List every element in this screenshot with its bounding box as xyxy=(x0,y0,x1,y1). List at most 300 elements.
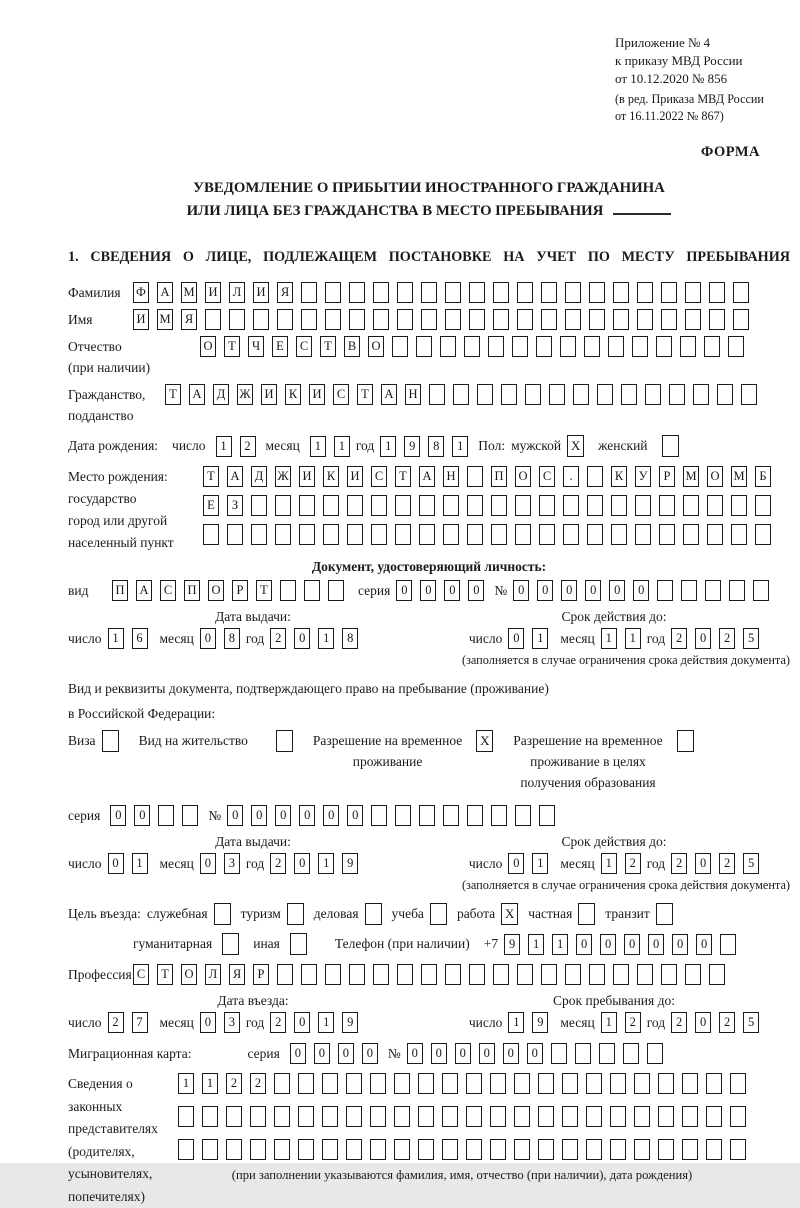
char-cell[interactable]: 0 xyxy=(323,805,339,826)
entry-day-cells[interactable] xyxy=(108,1012,148,1033)
char-cell[interactable] xyxy=(349,964,365,985)
char-cell[interactable] xyxy=(299,524,315,545)
char-cell[interactable]: 0 xyxy=(110,805,126,826)
char-cell[interactable] xyxy=(477,384,493,405)
char-cell[interactable] xyxy=(467,805,483,826)
char-cell[interactable] xyxy=(250,1106,266,1127)
char-cell[interactable]: Р xyxy=(232,580,248,601)
char-cell[interactable]: 2 xyxy=(270,628,286,649)
char-cell[interactable]: 0 xyxy=(396,580,412,601)
birth-place-cells-row2[interactable] xyxy=(203,495,771,516)
char-cell[interactable]: И xyxy=(299,466,315,487)
char-cell[interactable]: 0 xyxy=(600,934,616,955)
char-cell[interactable]: А xyxy=(136,580,152,601)
char-cell[interactable]: Ч xyxy=(248,336,264,357)
char-cell[interactable]: Д xyxy=(213,384,229,405)
char-cell[interactable]: 0 xyxy=(347,805,363,826)
char-cell[interactable]: Я xyxy=(277,282,293,303)
char-cell[interactable] xyxy=(562,1139,578,1160)
char-cell[interactable]: 0 xyxy=(696,934,712,955)
char-cell[interactable] xyxy=(227,524,243,545)
char-cell[interactable]: 2 xyxy=(719,853,735,874)
char-cell[interactable] xyxy=(707,495,723,516)
expiry-day-cells[interactable] xyxy=(508,628,548,649)
char-cell[interactable] xyxy=(539,524,555,545)
char-cell[interactable]: О xyxy=(200,336,216,357)
char-cell[interactable] xyxy=(685,282,701,303)
migration-series-cells[interactable] xyxy=(290,1043,378,1064)
char-cell[interactable] xyxy=(226,1139,242,1160)
char-cell[interactable]: П xyxy=(112,580,128,601)
issue-day-cells[interactable] xyxy=(108,628,148,649)
char-cell[interactable]: 0 xyxy=(108,853,124,874)
residence-expiry-year-cells[interactable] xyxy=(671,853,759,874)
char-cell[interactable]: 2 xyxy=(270,853,286,874)
char-cell[interactable] xyxy=(418,1139,434,1160)
char-cell[interactable] xyxy=(611,495,627,516)
char-cell[interactable]: 2 xyxy=(671,853,687,874)
char-cell[interactable] xyxy=(634,1073,650,1094)
char-cell[interactable]: 0 xyxy=(420,580,436,601)
char-cell[interactable] xyxy=(706,1139,722,1160)
char-cell[interactable] xyxy=(429,384,445,405)
char-cell[interactable]: Т xyxy=(203,466,219,487)
char-cell[interactable] xyxy=(730,1073,746,1094)
char-cell[interactable] xyxy=(657,580,673,601)
char-cell[interactable]: 0 xyxy=(508,853,524,874)
char-cell[interactable] xyxy=(709,964,725,985)
char-cell[interactable] xyxy=(623,1043,639,1064)
phone-cells[interactable] xyxy=(504,934,736,955)
char-cell[interactable] xyxy=(733,309,749,330)
char-cell[interactable]: 1 xyxy=(532,853,548,874)
char-cell[interactable] xyxy=(551,1043,567,1064)
char-cell[interactable] xyxy=(418,1073,434,1094)
char-cell[interactable] xyxy=(635,524,651,545)
char-cell[interactable]: О xyxy=(181,964,197,985)
char-cell[interactable] xyxy=(253,309,269,330)
char-cell[interactable] xyxy=(325,964,341,985)
char-cell[interactable]: П xyxy=(184,580,200,601)
char-cell[interactable]: 1 xyxy=(508,1012,524,1033)
char-cell[interactable] xyxy=(371,805,387,826)
char-cell[interactable]: И xyxy=(261,384,277,405)
char-cell[interactable] xyxy=(275,495,291,516)
char-cell[interactable] xyxy=(656,336,672,357)
char-cell[interactable] xyxy=(541,282,557,303)
char-cell[interactable]: 0 xyxy=(200,628,216,649)
char-cell[interactable] xyxy=(635,495,651,516)
char-cell[interactable] xyxy=(251,495,267,516)
char-cell[interactable] xyxy=(565,964,581,985)
char-cell[interactable]: . xyxy=(563,466,579,487)
char-cell[interactable] xyxy=(418,1106,434,1127)
char-cell[interactable]: 9 xyxy=(342,853,358,874)
char-cell[interactable] xyxy=(515,805,531,826)
char-cell[interactable]: И xyxy=(253,282,269,303)
char-cell[interactable] xyxy=(280,580,296,601)
char-cell[interactable]: 0 xyxy=(561,580,577,601)
purpose-official-checkbox[interactable] xyxy=(214,903,231,925)
char-cell[interactable]: 2 xyxy=(719,1012,735,1033)
char-cell[interactable] xyxy=(202,1139,218,1160)
birth-month-cells[interactable] xyxy=(310,436,350,457)
char-cell[interactable] xyxy=(371,495,387,516)
char-cell[interactable] xyxy=(491,805,507,826)
char-cell[interactable] xyxy=(661,964,677,985)
stay-year-cells[interactable] xyxy=(671,1012,759,1033)
char-cell[interactable]: А xyxy=(189,384,205,405)
char-cell[interactable]: З xyxy=(227,495,243,516)
char-cell[interactable] xyxy=(597,384,613,405)
char-cell[interactable]: О xyxy=(368,336,384,357)
char-cell[interactable]: В xyxy=(344,336,360,357)
char-cell[interactable] xyxy=(587,495,603,516)
char-cell[interactable] xyxy=(370,1106,386,1127)
char-cell[interactable] xyxy=(394,1106,410,1127)
char-cell[interactable]: 1 xyxy=(202,1073,218,1094)
char-cell[interactable]: 2 xyxy=(108,1012,124,1033)
char-cell[interactable]: 0 xyxy=(362,1043,378,1064)
char-cell[interactable] xyxy=(541,964,557,985)
char-cell[interactable] xyxy=(549,384,565,405)
char-cell[interactable] xyxy=(397,964,413,985)
char-cell[interactable] xyxy=(370,1073,386,1094)
char-cell[interactable]: 0 xyxy=(695,853,711,874)
char-cell[interactable] xyxy=(397,309,413,330)
residence-expiry-day-cells[interactable] xyxy=(508,853,548,874)
char-cell[interactable]: 0 xyxy=(407,1043,423,1064)
char-cell[interactable] xyxy=(613,282,629,303)
char-cell[interactable]: Д xyxy=(251,466,267,487)
char-cell[interactable] xyxy=(443,524,459,545)
representatives-cells-row2[interactable] xyxy=(178,1106,746,1127)
char-cell[interactable] xyxy=(299,495,315,516)
profession-cells[interactable] xyxy=(133,964,725,985)
char-cell[interactable] xyxy=(682,1106,698,1127)
char-cell[interactable] xyxy=(669,384,685,405)
birth-day-cells[interactable] xyxy=(216,436,256,457)
char-cell[interactable] xyxy=(658,1139,674,1160)
char-cell[interactable]: 2 xyxy=(625,1012,641,1033)
char-cell[interactable] xyxy=(720,934,736,955)
char-cell[interactable]: 1 xyxy=(380,436,396,457)
char-cell[interactable]: Т xyxy=(320,336,336,357)
citizenship-cells[interactable] xyxy=(165,384,757,405)
expiry-month-cells[interactable] xyxy=(601,628,641,649)
char-cell[interactable] xyxy=(301,282,317,303)
char-cell[interactable] xyxy=(704,336,720,357)
char-cell[interactable] xyxy=(515,524,531,545)
char-cell[interactable] xyxy=(467,466,483,487)
char-cell[interactable]: С xyxy=(296,336,312,357)
char-cell[interactable] xyxy=(565,309,581,330)
char-cell[interactable]: 8 xyxy=(428,436,444,457)
char-cell[interactable] xyxy=(298,1073,314,1094)
char-cell[interactable]: М xyxy=(731,466,747,487)
char-cell[interactable]: И xyxy=(205,282,221,303)
representatives-cells-row3[interactable] xyxy=(178,1139,746,1160)
char-cell[interactable] xyxy=(541,309,557,330)
given-name-cells[interactable] xyxy=(133,309,749,330)
char-cell[interactable]: П xyxy=(491,466,507,487)
char-cell[interactable] xyxy=(251,524,267,545)
char-cell[interactable] xyxy=(517,282,533,303)
char-cell[interactable] xyxy=(421,282,437,303)
char-cell[interactable]: 0 xyxy=(576,934,592,955)
char-cell[interactable] xyxy=(394,1073,410,1094)
char-cell[interactable] xyxy=(467,495,483,516)
char-cell[interactable]: Я xyxy=(229,964,245,985)
char-cell[interactable] xyxy=(392,336,408,357)
char-cell[interactable]: 0 xyxy=(299,805,315,826)
char-cell[interactable]: 1 xyxy=(310,436,326,457)
char-cell[interactable] xyxy=(586,1073,602,1094)
char-cell[interactable] xyxy=(586,1106,602,1127)
char-cell[interactable] xyxy=(347,524,363,545)
char-cell[interactable]: А xyxy=(419,466,435,487)
char-cell[interactable] xyxy=(373,282,389,303)
char-cell[interactable]: 0 xyxy=(431,1043,447,1064)
char-cell[interactable] xyxy=(637,964,653,985)
char-cell[interactable] xyxy=(634,1139,650,1160)
char-cell[interactable] xyxy=(395,805,411,826)
char-cell[interactable] xyxy=(515,495,531,516)
char-cell[interactable] xyxy=(443,805,459,826)
char-cell[interactable] xyxy=(525,384,541,405)
char-cell[interactable]: 0 xyxy=(200,853,216,874)
purpose-business-checkbox[interactable] xyxy=(365,903,382,925)
residence-issue-month-cells[interactable] xyxy=(200,853,240,874)
char-cell[interactable]: 5 xyxy=(743,1012,759,1033)
char-cell[interactable] xyxy=(328,580,344,601)
char-cell[interactable]: 0 xyxy=(275,805,291,826)
char-cell[interactable] xyxy=(610,1139,626,1160)
char-cell[interactable] xyxy=(563,495,579,516)
char-cell[interactable]: 0 xyxy=(444,580,460,601)
char-cell[interactable]: Л xyxy=(205,964,221,985)
char-cell[interactable]: 3 xyxy=(224,853,240,874)
char-cell[interactable] xyxy=(717,384,733,405)
char-cell[interactable]: Т xyxy=(395,466,411,487)
char-cell[interactable]: И xyxy=(133,309,149,330)
birth-year-cells[interactable] xyxy=(380,436,468,457)
residence-permit-checkbox[interactable] xyxy=(276,730,293,752)
char-cell[interactable] xyxy=(274,1106,290,1127)
char-cell[interactable] xyxy=(637,282,653,303)
char-cell[interactable]: Н xyxy=(405,384,421,405)
char-cell[interactable] xyxy=(706,1073,722,1094)
char-cell[interactable] xyxy=(322,1073,338,1094)
char-cell[interactable]: К xyxy=(323,466,339,487)
stay-day-cells[interactable] xyxy=(508,1012,548,1033)
char-cell[interactable] xyxy=(645,384,661,405)
char-cell[interactable] xyxy=(658,1073,674,1094)
char-cell[interactable]: У xyxy=(635,466,651,487)
char-cell[interactable] xyxy=(589,309,605,330)
residence-expiry-month-cells[interactable] xyxy=(601,853,641,874)
char-cell[interactable] xyxy=(469,964,485,985)
char-cell[interactable] xyxy=(565,282,581,303)
char-cell[interactable] xyxy=(490,1073,506,1094)
char-cell[interactable]: Я xyxy=(181,309,197,330)
char-cell[interactable]: 0 xyxy=(624,934,640,955)
stay-month-cells[interactable] xyxy=(601,1012,641,1033)
char-cell[interactable]: 0 xyxy=(527,1043,543,1064)
char-cell[interactable] xyxy=(709,282,725,303)
char-cell[interactable]: 6 xyxy=(132,628,148,649)
char-cell[interactable] xyxy=(323,495,339,516)
char-cell[interactable]: 8 xyxy=(224,628,240,649)
char-cell[interactable]: А xyxy=(381,384,397,405)
char-cell[interactable] xyxy=(394,1139,410,1160)
char-cell[interactable] xyxy=(661,309,677,330)
char-cell[interactable] xyxy=(514,1073,530,1094)
char-cell[interactable] xyxy=(587,524,603,545)
char-cell[interactable] xyxy=(741,384,757,405)
char-cell[interactable]: 1 xyxy=(552,934,568,955)
char-cell[interactable]: 0 xyxy=(695,1012,711,1033)
char-cell[interactable] xyxy=(274,1073,290,1094)
char-cell[interactable]: 0 xyxy=(290,1043,306,1064)
char-cell[interactable]: 2 xyxy=(250,1073,266,1094)
char-cell[interactable]: 0 xyxy=(314,1043,330,1064)
char-cell[interactable]: Р xyxy=(659,466,675,487)
purpose-work-checkbox[interactable]: X xyxy=(501,903,518,925)
char-cell[interactable]: 0 xyxy=(479,1043,495,1064)
char-cell[interactable]: С xyxy=(371,466,387,487)
char-cell[interactable] xyxy=(370,1139,386,1160)
char-cell[interactable]: Т xyxy=(224,336,240,357)
char-cell[interactable] xyxy=(693,384,709,405)
char-cell[interactable] xyxy=(349,282,365,303)
char-cell[interactable]: 2 xyxy=(625,853,641,874)
char-cell[interactable] xyxy=(599,1043,615,1064)
char-cell[interactable] xyxy=(647,1043,663,1064)
char-cell[interactable]: 9 xyxy=(342,1012,358,1033)
char-cell[interactable]: 9 xyxy=(532,1012,548,1033)
char-cell[interactable] xyxy=(304,580,320,601)
char-cell[interactable] xyxy=(442,1106,458,1127)
char-cell[interactable]: О xyxy=(707,466,723,487)
char-cell[interactable]: Ж xyxy=(275,466,291,487)
char-cell[interactable] xyxy=(202,1106,218,1127)
char-cell[interactable]: И xyxy=(347,466,363,487)
char-cell[interactable]: 0 xyxy=(503,1043,519,1064)
char-cell[interactable] xyxy=(517,964,533,985)
char-cell[interactable]: С xyxy=(160,580,176,601)
char-cell[interactable]: 0 xyxy=(468,580,484,601)
purpose-tourism-checkbox[interactable] xyxy=(287,903,304,925)
char-cell[interactable]: 1 xyxy=(601,1012,617,1033)
char-cell[interactable] xyxy=(709,309,725,330)
char-cell[interactable]: Л xyxy=(229,282,245,303)
char-cell[interactable] xyxy=(562,1073,578,1094)
char-cell[interactable]: 0 xyxy=(338,1043,354,1064)
char-cell[interactable] xyxy=(659,495,675,516)
char-cell[interactable]: 0 xyxy=(200,1012,216,1033)
issue-year-cells[interactable] xyxy=(270,628,358,649)
char-cell[interactable] xyxy=(730,1139,746,1160)
char-cell[interactable] xyxy=(395,524,411,545)
char-cell[interactable] xyxy=(442,1139,458,1160)
char-cell[interactable]: К xyxy=(285,384,301,405)
char-cell[interactable] xyxy=(445,309,461,330)
char-cell[interactable] xyxy=(755,524,771,545)
char-cell[interactable]: Е xyxy=(272,336,288,357)
char-cell[interactable]: 9 xyxy=(504,934,520,955)
char-cell[interactable] xyxy=(753,580,769,601)
char-cell[interactable] xyxy=(301,964,317,985)
char-cell[interactable]: 0 xyxy=(609,580,625,601)
char-cell[interactable] xyxy=(298,1106,314,1127)
char-cell[interactable] xyxy=(536,336,552,357)
temp-permit-checkbox[interactable]: X xyxy=(476,730,493,752)
birth-place-cells-row1[interactable] xyxy=(203,466,771,487)
char-cell[interactable] xyxy=(421,964,437,985)
char-cell[interactable]: 1 xyxy=(178,1073,194,1094)
char-cell[interactable] xyxy=(538,1139,554,1160)
char-cell[interactable] xyxy=(514,1139,530,1160)
char-cell[interactable] xyxy=(466,1073,482,1094)
char-cell[interactable] xyxy=(610,1106,626,1127)
char-cell[interactable] xyxy=(608,336,624,357)
char-cell[interactable]: А xyxy=(157,282,173,303)
char-cell[interactable] xyxy=(443,495,459,516)
purpose-other-checkbox[interactable] xyxy=(290,933,307,955)
char-cell[interactable] xyxy=(347,495,363,516)
char-cell[interactable]: 0 xyxy=(508,628,524,649)
char-cell[interactable] xyxy=(589,282,605,303)
char-cell[interactable] xyxy=(298,1139,314,1160)
char-cell[interactable] xyxy=(322,1139,338,1160)
char-cell[interactable] xyxy=(442,1073,458,1094)
char-cell[interactable] xyxy=(466,1139,482,1160)
char-cell[interactable] xyxy=(613,964,629,985)
char-cell[interactable] xyxy=(277,964,293,985)
char-cell[interactable]: 0 xyxy=(294,1012,310,1033)
char-cell[interactable]: 0 xyxy=(294,628,310,649)
char-cell[interactable] xyxy=(419,495,435,516)
char-cell[interactable] xyxy=(323,524,339,545)
migration-number-cells[interactable] xyxy=(407,1043,663,1064)
char-cell[interactable] xyxy=(573,384,589,405)
char-cell[interactable] xyxy=(493,309,509,330)
char-cell[interactable]: М xyxy=(683,466,699,487)
char-cell[interactable]: А xyxy=(227,466,243,487)
char-cell[interactable] xyxy=(453,384,469,405)
char-cell[interactable] xyxy=(371,524,387,545)
char-cell[interactable]: Ф xyxy=(133,282,149,303)
char-cell[interactable] xyxy=(373,964,389,985)
char-cell[interactable] xyxy=(563,524,579,545)
char-cell[interactable] xyxy=(512,336,528,357)
char-cell[interactable]: 3 xyxy=(224,1012,240,1033)
char-cell[interactable] xyxy=(538,1073,554,1094)
birth-place-cells-row3[interactable] xyxy=(203,524,771,545)
char-cell[interactable]: Т xyxy=(157,964,173,985)
char-cell[interactable] xyxy=(178,1139,194,1160)
char-cell[interactable] xyxy=(637,309,653,330)
char-cell[interactable]: Б xyxy=(755,466,771,487)
char-cell[interactable]: 0 xyxy=(537,580,553,601)
char-cell[interactable]: Е xyxy=(203,495,219,516)
char-cell[interactable] xyxy=(491,524,507,545)
residence-issue-day-cells[interactable] xyxy=(108,853,148,874)
char-cell[interactable] xyxy=(731,495,747,516)
char-cell[interactable]: 0 xyxy=(455,1043,471,1064)
char-cell[interactable] xyxy=(467,524,483,545)
